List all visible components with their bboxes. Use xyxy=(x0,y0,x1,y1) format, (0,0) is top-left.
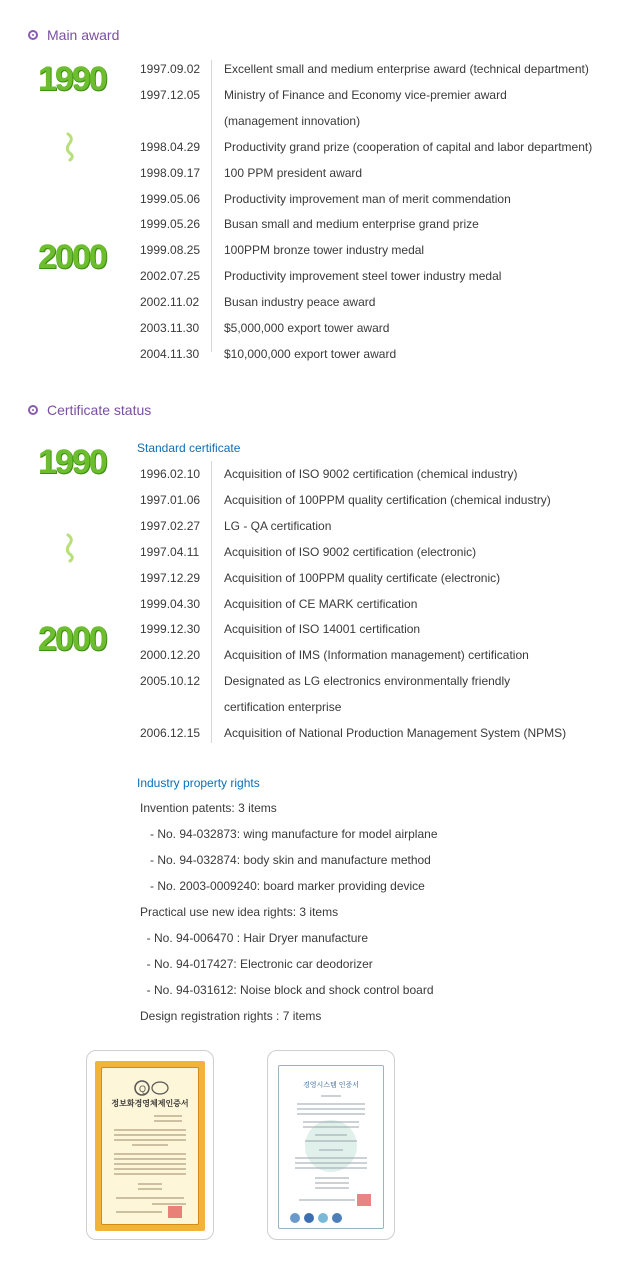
certificate-image-right xyxy=(267,1050,395,1240)
property-line: Invention patents: 3 items xyxy=(140,801,277,815)
property-line: - No. 2003-0009240: board marker providing device xyxy=(140,879,425,893)
award-row xyxy=(140,263,501,289)
property-line: - No. 94-032874: body skin and manufacture method xyxy=(140,853,431,867)
award-description: Busan small and medium enterprise grand prize xyxy=(224,217,479,232)
award-date: 1999.08.25 xyxy=(140,243,201,258)
certificate-date: 1997.12.29 xyxy=(140,570,201,585)
year-2000-label: 2000 xyxy=(38,620,106,658)
certificate-row xyxy=(140,487,551,513)
certificate-text-lines xyxy=(279,1090,383,1230)
certificate-row xyxy=(140,668,510,694)
award-description: Productivity improvement steel tower industry medal xyxy=(224,269,502,284)
award-description: 100PPM bronze tower industry medal xyxy=(224,243,425,258)
certificate-row xyxy=(140,565,500,591)
property-line: - No. 94-017427: Electronic car deodorizer xyxy=(140,957,373,971)
certificate-description: Acquisition of 100PPM quality certificate (electronic) xyxy=(224,570,501,585)
award-row xyxy=(140,237,424,263)
year-1990-label: 1990 xyxy=(38,60,106,98)
award-description: Ministry of Finance and Economy vice-premier award xyxy=(224,87,507,102)
property-line: - No. 94-032873: wing manufacture for model airplane xyxy=(140,827,438,841)
award-row xyxy=(140,56,589,82)
award-date: 1998.04.29 xyxy=(140,139,201,154)
svg-text:Q: Q xyxy=(139,1084,147,1094)
year-2000-label: 2000 xyxy=(38,238,106,276)
award-row xyxy=(140,160,362,186)
certificate-paper xyxy=(101,1067,199,1225)
certificate-status-title: Certificate status xyxy=(47,402,152,418)
certificate-row xyxy=(140,513,331,539)
certificate-row xyxy=(140,616,420,642)
certificate-text-lines xyxy=(102,1112,198,1222)
award-row xyxy=(140,315,389,341)
award-row xyxy=(140,186,511,212)
certificate-description: LG - QA certification xyxy=(224,518,332,533)
certificate-row xyxy=(140,461,517,487)
certificate-title: 정보화경영체제인증서 xyxy=(111,1099,189,1108)
certificate-date: 1999.12.30 xyxy=(140,622,201,637)
award-row xyxy=(140,82,507,108)
award-date: 2002.07.25 xyxy=(140,269,201,284)
certificate-row xyxy=(140,694,341,720)
certificate-row xyxy=(140,539,476,565)
certificate-date: 1997.04.11 xyxy=(140,544,200,559)
property-line: - No. 94-031612: Noise block and shock control board xyxy=(140,983,434,997)
property-line: Design registration rights : 7 items xyxy=(140,1009,322,1023)
certificate-date: 1997.02.27 xyxy=(140,518,201,533)
certificate-status-heading xyxy=(28,402,151,418)
award-date: 1998.09.17 xyxy=(140,165,201,180)
certificate-date: 2000.12.20 xyxy=(140,648,201,663)
main-award-title: Main award xyxy=(47,27,120,43)
certificate-date: 1996.02.10 xyxy=(140,467,201,481)
award-date: 1997.09.02 xyxy=(140,62,201,76)
award-description: $10,000,000 export tower award xyxy=(224,346,397,361)
award-description: Excellent small and medium enterprise award (technical department) xyxy=(224,62,589,76)
award-description: Productivity grand prize (cooperation of capital and labor department) xyxy=(224,139,593,154)
award-row xyxy=(140,211,479,237)
certificate-description: Designated as LG electronics environmentally friendly xyxy=(224,674,511,689)
award-row xyxy=(140,134,592,160)
certificate-date: 1997.01.06 xyxy=(140,492,201,507)
certificate-row xyxy=(140,720,566,746)
certificate-date: 1999.04.30 xyxy=(140,596,201,611)
certificate-row xyxy=(140,591,417,617)
bullet-icon xyxy=(28,405,38,415)
tilde-icon xyxy=(64,533,76,563)
property-line: Practical use new idea rights: 3 items xyxy=(140,905,339,919)
certificate-image-left xyxy=(86,1050,214,1240)
certificate-description: certification enterprise xyxy=(224,700,342,715)
certificate-row xyxy=(140,642,529,668)
certificate-description: Acquisition of ISO 9002 certification (electronic) xyxy=(224,544,477,559)
certificate-paper xyxy=(278,1065,384,1229)
certificate-description: Acquisition of National Production Management System (NPMS) xyxy=(224,726,567,740)
award-date: 2003.11.30 xyxy=(140,321,200,335)
bullet-icon xyxy=(28,30,38,40)
award-date: 1999.05.06 xyxy=(140,191,201,206)
award-description: 100 PPM president award xyxy=(224,165,363,180)
award-date: 2004.11.30 xyxy=(140,346,200,361)
certificate-date: 2005.10.12 xyxy=(140,674,201,689)
certificate-description: Acquisition of CE MARK certification xyxy=(224,596,418,611)
award-description: $5,000,000 export tower award xyxy=(224,321,390,335)
certificate-title: 경영시스템 인증서 xyxy=(302,1082,360,1089)
year-1990-label: 1990 xyxy=(38,443,106,481)
award-date: 1997.12.05 xyxy=(140,87,201,102)
award-date: 1999.05.26 xyxy=(140,217,201,232)
main-award-heading xyxy=(28,27,119,43)
award-description: Productivity improvement man of merit commendation xyxy=(224,191,511,206)
certificate-description: Acquisition of 100PPM quality certification (chemical industry) xyxy=(224,492,551,507)
award-row xyxy=(140,341,396,367)
property-line: - No. 94-006470 : Hair Dryer manufacture xyxy=(140,931,369,945)
certificate-description: Acquisition of IMS (Information management) certification xyxy=(224,648,529,663)
industry-property-subtitle: Industry property rights xyxy=(137,776,260,790)
award-row xyxy=(140,289,375,315)
certificate-date: 2006.12.15 xyxy=(140,726,201,740)
award-date: 2002.11.02 xyxy=(140,295,200,310)
tilde-icon xyxy=(64,132,76,162)
standard-certificate-subtitle: Standard certificate xyxy=(137,441,241,455)
certificate-description: Acquisition of ISO 14001 certification xyxy=(224,622,421,637)
award-description: (management innovation) xyxy=(224,113,361,128)
award-row xyxy=(140,108,360,134)
certificate-description: Acquisition of ISO 9002 certification (chemical industry) xyxy=(224,467,518,481)
award-description: Busan industry peace award xyxy=(224,295,376,310)
